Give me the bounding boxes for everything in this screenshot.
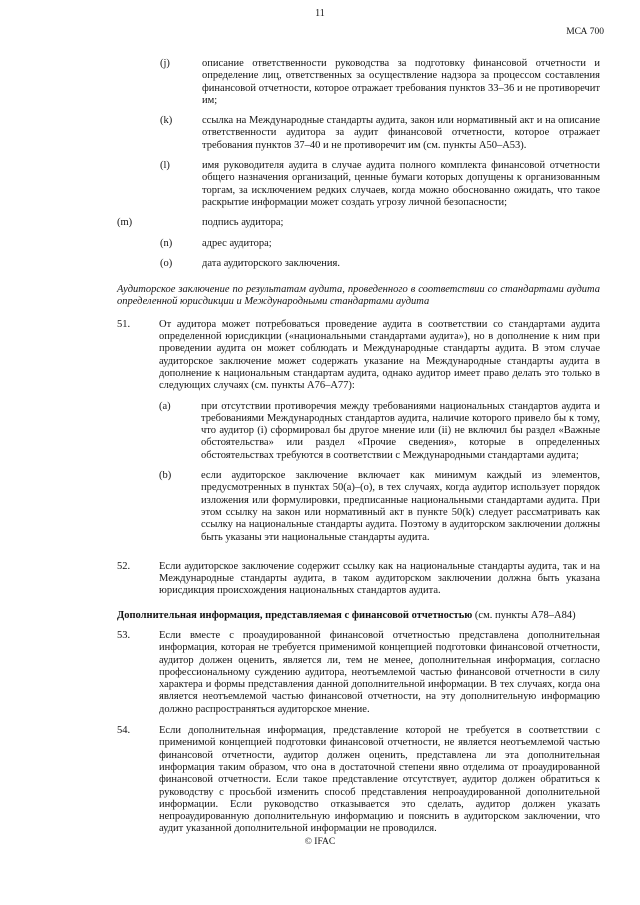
section-heading-national-standards: Аудиторское заключение по результатам аудита, проведенного в соответствии со стандартами аудита определенной юрисдикции и Международными стандартами аудита bbox=[117, 284, 600, 308]
list-item-text: имя руководителя аудита в случае аудита полного комплекта финансовой отчетности общего назначения организаций, ценные бумаги которых допущены к организованным торгам, за исключением редких случаев, когда можно обоснованно ожидать, что такое раскрытие информации может создать угрозу личной безопасности; bbox=[202, 160, 600, 208]
paragraph-number: 52. bbox=[117, 560, 131, 572]
sub-item-label: (a) bbox=[159, 400, 171, 412]
list-item bbox=[160, 115, 600, 152]
list-item bbox=[160, 160, 600, 209]
paragraph-text: Если аудиторское заключение содержит ссылку как на национальные стандарты аудита, так и на Международные стандарты аудита, в таком аудиторском заключении должна быть указана юрисдикция происхождения национальных стандартов аудита. bbox=[159, 560, 600, 597]
standard-code: МСА 700 bbox=[566, 27, 604, 37]
section-heading-title: Дополнительная информация, представляемая с финансовой отчетностью bbox=[117, 609, 473, 621]
paragraph-54 bbox=[117, 725, 600, 836]
sub-item-text: при отсутствии противоречия между требованиями национальных стандартов аудита и требованиями Международных стандартов аудита, наличие которого привело бы к тому, что аудитор (i) сформировал бы другое мнение или (ii) не включил бы раздел «Важные обстоятельства» или раздел «Прочие сведения», которые в определенных обстоятельствах требуются в соответствии с Международными стандартами аудита; bbox=[201, 400, 600, 461]
page-number: 11 bbox=[315, 8, 325, 19]
list-item bbox=[160, 238, 600, 250]
paragraph-text: Если дополнительная информация, представление которой не требуется в соответствии с применимой концепцией подготовки финансовой отчетности, не является неотъемлемой частью финансовой отчетности, аудитор должен оценить, представлена ли эта дополнительная информация таким образом, что она в достаточной степени явно отделима от проаудированной финансовой отчетности. Если такое представление отсутствует, аудитор должен обратиться к руководству с просьбой изменить способ представления непроаудированной дополнительной информации. Если руководство отказывается это сделать, аудитор должен указать непроаудированную дополнительную информацию и пояснить в аудиторском заключении, что аудит указанной дополнительной информации не проводился. bbox=[159, 725, 600, 835]
paragraph-number: 51. bbox=[117, 318, 131, 330]
list-item-text: подпись аудитора; bbox=[202, 217, 284, 229]
section-heading-supplementary-info bbox=[117, 610, 600, 622]
paragraph-51 bbox=[117, 319, 600, 552]
requirements-list bbox=[117, 58, 600, 270]
list-item-label: (o) bbox=[160, 257, 173, 269]
list-item bbox=[160, 258, 600, 270]
paragraph-number: 53. bbox=[117, 629, 131, 641]
copyright-footer: © IFAC bbox=[304, 837, 336, 847]
paragraph-text: От аудитора может потребоваться проведение аудита в соответствии со стандартами аудита определенной юрисдикции («национальными стандартами аудита»), но в дополнение к ним при проведении аудита он может соблюдать и Международные стандарты аудита. В этом случае аудиторское заключение может содержать указание на Международные стандарты аудита в дополнение к национальным стандартам аудита, однако аудитор имеет право делать это только в следующих случаях (см. пункты A76–A77): bbox=[159, 318, 600, 392]
sub-item bbox=[159, 470, 600, 544]
paragraph-text: Если вместе с проаудированной финансовой отчетностью представлена дополнительная информация, которая не требуется применимой концепцией подготовки финансовой отчетности, аудитор должен оценить, является ли, тем не менее, дополнительная информация, согласно профессиональному суждению аудитора, неотъемлемой частью финансовой отчетности в силу характера и формы представления данной дополнительной информации. В тех случаях, когда она является неотъемлемой частью финансовой отчетности, на эту дополнительную информацию должно распространяться аудиторское мнение. bbox=[159, 629, 600, 715]
sub-item bbox=[159, 401, 600, 462]
list-item-label: (j) bbox=[160, 58, 170, 69]
sub-item-text: если аудиторское заключение включает как минимум каждый из элементов, предусмотренных в пунктах 50(a)–(o), в тех случаях, когда аудитор использует порядок изложения или формулировки, предписанные национальными стандартами аудита. При этом ссылку на закон или нормативный акт в пункте 50(k) следует рассматривать как ссылку на национальные стандарты аудита. Поэтому в аудиторском заключении должны быть указаны эти национальные стандарты аудита. bbox=[201, 470, 600, 543]
list-item-label: (n) bbox=[160, 237, 173, 249]
list-item-text: ссылка на Международные стандарты аудита, закон или нормативный акт и на описание ответственности аудитора за аудит финансовой отчетности, которое отражает требования пунктов 37–40 и не противоречит им (см. пункты A50–A53). bbox=[202, 115, 600, 151]
paragraph-53 bbox=[117, 630, 600, 716]
paragraph-52 bbox=[117, 561, 600, 598]
list-item-text: адрес аудитора; bbox=[202, 237, 272, 249]
list-item-text: описание ответственности руководства за подготовку финансовой отчетности и определение лиц, ответственных за осуществление надзора за процессом составления финансовой отчетности, которое отражает требования пунктов 33–36 и не противоречит им; bbox=[202, 58, 600, 106]
list-item-label: (k) bbox=[160, 115, 173, 127]
list-item bbox=[160, 58, 600, 107]
list-item-label: (m) bbox=[117, 217, 133, 229]
paragraph-number: 54. bbox=[117, 725, 131, 737]
section-heading-reference: (см. пункты A78–A84) bbox=[472, 609, 576, 621]
list-item-text: дата аудиторского заключения. bbox=[202, 257, 340, 269]
list-item-label: (l) bbox=[160, 160, 170, 172]
list-item bbox=[117, 217, 600, 229]
sub-list bbox=[159, 401, 600, 544]
sub-item-label: (b) bbox=[159, 470, 172, 482]
